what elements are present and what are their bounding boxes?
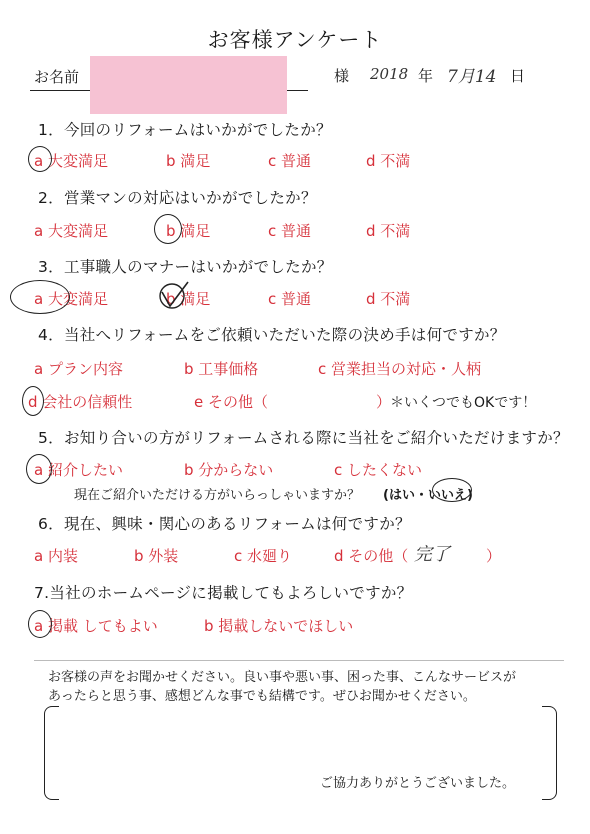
feedback-line-2: あったらと思う事、感想どんな事でも結構です。ぜひお聞かせください。: [48, 689, 476, 704]
thanks-message: ご協力ありがとうございました。: [320, 776, 516, 791]
q4-option-e: e その他（: [194, 393, 268, 411]
date-year-label: 年: [418, 67, 434, 85]
q4-suffix-note: ＊いくつでもOKです！: [390, 395, 537, 411]
question-5: 5．お知り合いの方がリフォームされる際に当社をご紹介いただけますか？: [38, 429, 569, 447]
q4-option-a: a プラン内容: [34, 360, 123, 378]
redacted-name-field: [90, 56, 287, 114]
q2-option-c: c 普通: [268, 222, 312, 240]
q2-option-b: b 満足: [166, 222, 211, 240]
q4-answer-circle: [22, 386, 44, 416]
name-label: お名前: [34, 68, 80, 86]
question-7: 7.当社のホームページに掲載してもよろしいですか？: [34, 584, 413, 602]
q1-answer-circle: [28, 146, 52, 172]
q7-option-b: b 掲載しないでほしい: [204, 617, 354, 635]
q6-option-b: b 外装: [134, 547, 179, 565]
q3-check-mark: [156, 280, 192, 310]
survey-title: お客様アンケート: [207, 28, 383, 52]
date-month-day: 7月14: [447, 67, 497, 87]
q4-option-e-close: ）: [376, 393, 392, 411]
q6-option-d: d その他（: [334, 547, 409, 565]
q4-option-b: b 工事価格: [184, 360, 259, 378]
q3-option-a: a 大変満足: [34, 290, 108, 308]
q6-other-answer: 完了: [414, 544, 450, 565]
q5-yes-no: (はい・いいえ): [383, 488, 473, 503]
q1-option-b: b 満足: [166, 152, 211, 170]
q7-answer-circle: [28, 610, 52, 638]
q1-option-c: c 普通: [268, 152, 312, 170]
question-3: 3．工事職人のマナーはいかがでしたか？: [38, 258, 333, 276]
q4-option-c: c 営業担当の対応・人柄: [318, 360, 482, 378]
q5-no-circle: [432, 478, 472, 502]
q5-answer-circle: [26, 454, 52, 484]
q2-option-a: a 大変満足: [34, 222, 108, 240]
date-day-label: 日: [510, 67, 526, 85]
q3-option-b: b 満足: [166, 290, 211, 308]
q1-option-d: d 不満: [366, 152, 411, 170]
section-divider: [34, 660, 564, 661]
date-year: 2018: [370, 65, 409, 83]
q7-option-a: a 掲載 してもよい: [34, 617, 158, 635]
q1-option-a: a 大変満足: [34, 152, 108, 170]
q2-option-d: d 不満: [366, 222, 411, 240]
q3-option-c: c 普通: [268, 290, 312, 308]
q5-subquestion: 現在ご紹介いただける方がいらっしゃいますか？: [74, 488, 361, 503]
q6-option-a: a 内装: [34, 547, 78, 565]
q3-answer-circle: [10, 280, 70, 314]
q2-answer-circle: [154, 214, 182, 244]
question-4: 4．当社へリフォームをご依頼いただいた際の決め手は何ですか？: [38, 326, 506, 344]
q5-option-c: c したくない: [334, 461, 423, 479]
honorific-label: 様: [334, 67, 350, 85]
q3-option-d: d 不満: [366, 290, 411, 308]
q6-option-c: c 水廻り: [234, 547, 293, 565]
question-1: 1．今回のリフォームはいかがでしたか？: [38, 121, 332, 139]
q4-option-d: d 会社の信頼性: [28, 393, 133, 411]
q5-option-a: a 紹介したい: [34, 461, 123, 479]
feedback-box-left-bracket: [44, 706, 59, 800]
q6-option-d-close: ）: [486, 547, 502, 565]
question-2: 2．営業マンの対応はいかがでしたか？: [38, 189, 317, 207]
feedback-line-1: お客様の声をお聞かせください。良い事や悪い事、困った事、こんなサービスが: [48, 670, 517, 685]
question-6: 6．現在、興味・関心のあるリフォームは何ですか？: [38, 515, 411, 533]
q5-option-b: b 分からない: [184, 461, 274, 479]
feedback-box-right-bracket: [542, 706, 557, 800]
